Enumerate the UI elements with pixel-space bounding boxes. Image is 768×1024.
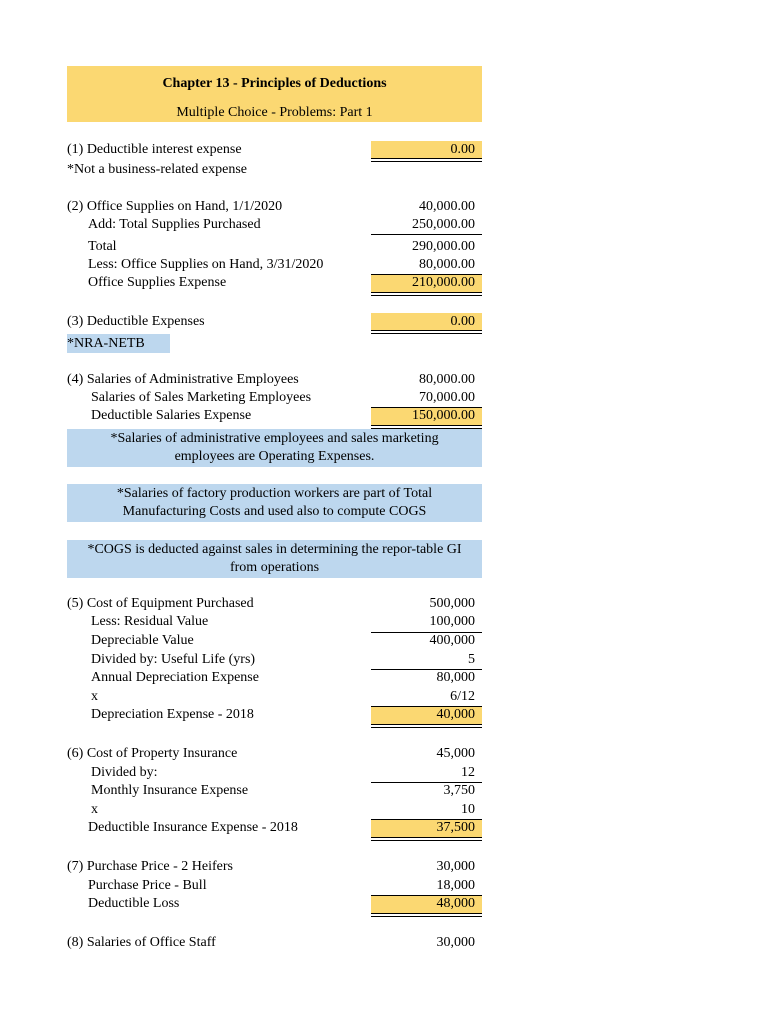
problem4-row-label: Salaries of Sales Marketing Employees <box>91 390 312 405</box>
problem6-row-value: 12 <box>461 765 475 780</box>
problem2-answer-value: 210,000.00 <box>412 275 475 290</box>
double-underline <box>371 292 482 296</box>
problem4-row-value: 80,000.00 <box>419 372 475 387</box>
problem6-answer-value: 37,500 <box>436 820 475 835</box>
problem4-answer-value: 150,000.00 <box>412 408 475 423</box>
problem7-answer-value: 48,000 <box>436 896 475 911</box>
problem5-row-label: Depreciable Value <box>91 633 194 648</box>
problem6-row-label: Deductible Insurance Expense - 2018 <box>88 820 298 835</box>
problem1-value: 0.00 <box>450 142 475 157</box>
problem7-row-value: 30,000 <box>436 859 475 874</box>
problem7-row-label: Purchase Price - Bull <box>88 878 207 893</box>
page-subtitle: Multiple Choice - Problems: Part 1 <box>176 105 373 120</box>
problem5-row-label: (5) Cost of Equipment Purchased <box>67 596 254 611</box>
problem5-row-label: x <box>91 689 98 704</box>
problem6-row-label: x <box>91 802 98 817</box>
problem2-row-label: Less: Office Supplies on Hand, 3/31/2020 <box>88 257 324 272</box>
double-underline <box>371 837 482 841</box>
problem1-label: (1) Deductible interest expense <box>67 142 242 157</box>
page-title: Chapter 13 - Principles of Deductions <box>162 76 387 91</box>
note-cogs: *COGS is deducted against sales in determining the repor-table GI from operations <box>67 540 482 578</box>
problem3-value: 0.00 <box>450 314 475 329</box>
note-operating-expenses: *Salaries of administrative employees and sales marketing employees are Operating Expenses. <box>67 429 482 467</box>
problem5-row-value: 500,000 <box>429 596 475 611</box>
problem2-row-label: (2) Office Supplies on Hand, 1/1/2020 <box>67 199 283 214</box>
problem6-row-value: 45,000 <box>436 746 475 761</box>
double-underline <box>371 724 482 728</box>
problem5-row-value: 400,000 <box>429 633 475 648</box>
problem7-row-value: 18,000 <box>436 878 475 893</box>
note-factory-salaries: *Salaries of factory production workers are part of Total Manufacturing Costs and used also to compute COGS <box>67 484 482 522</box>
problem1-note: *Not a business-related expense <box>67 162 247 177</box>
problem4-row-label: (4) Salaries of Administrative Employees <box>67 372 299 387</box>
problem7-row-label: (7) Purchase Price - 2 Heifers <box>67 859 233 874</box>
problem5-row-value: 5 <box>468 652 475 667</box>
problem8-label: (8) Salaries of Office Staff <box>67 935 216 950</box>
problem3-label: (3) Deductible Expenses <box>67 314 205 329</box>
problem2-row-value: 250,000.00 <box>412 217 475 232</box>
problem6-row-label: Divided by: <box>91 765 158 780</box>
problem7-row-label: Deductible Loss <box>88 896 180 911</box>
problem8-value: 30,000 <box>436 935 475 950</box>
problem6-row-value: 10 <box>461 802 475 817</box>
problem4-row-label: Deductible Salaries Expense <box>91 408 252 423</box>
problem2-row-value: 80,000.00 <box>419 257 475 272</box>
problem4-row-value: 70,000.00 <box>419 390 475 405</box>
underline <box>371 234 482 235</box>
problem5-row-label: Less: Residual Value <box>91 614 209 629</box>
problem3-tag: *NRA-NETB <box>67 334 170 353</box>
problem5-answer-value: 40,000 <box>436 707 475 722</box>
problem5-row-value: 100,000 <box>429 614 475 629</box>
problem6-row-value: 3,750 <box>443 783 475 798</box>
problem5-row-label: Annual Depreciation Expense <box>91 670 259 685</box>
problem5-row-label: Depreciation Expense - 2018 <box>91 707 254 722</box>
double-underline <box>371 913 482 917</box>
problem2-row-label: Total <box>88 239 117 254</box>
problem2-row-value: 290,000.00 <box>412 239 475 254</box>
problem5-row-value: 6/12 <box>450 689 475 704</box>
problem5-row-value: 80,000 <box>436 670 475 685</box>
problem2-row-label: Add: Total Supplies Purchased <box>88 217 261 232</box>
problem6-row-label: (6) Cost of Property Insurance <box>67 746 238 761</box>
problem2-row-label: Office Supplies Expense <box>88 275 227 290</box>
problem6-row-label: Monthly Insurance Expense <box>91 783 249 798</box>
problem2-row-value: 40,000.00 <box>419 199 475 214</box>
problem5-row-label: Divided by: Useful Life (yrs) <box>91 652 256 667</box>
